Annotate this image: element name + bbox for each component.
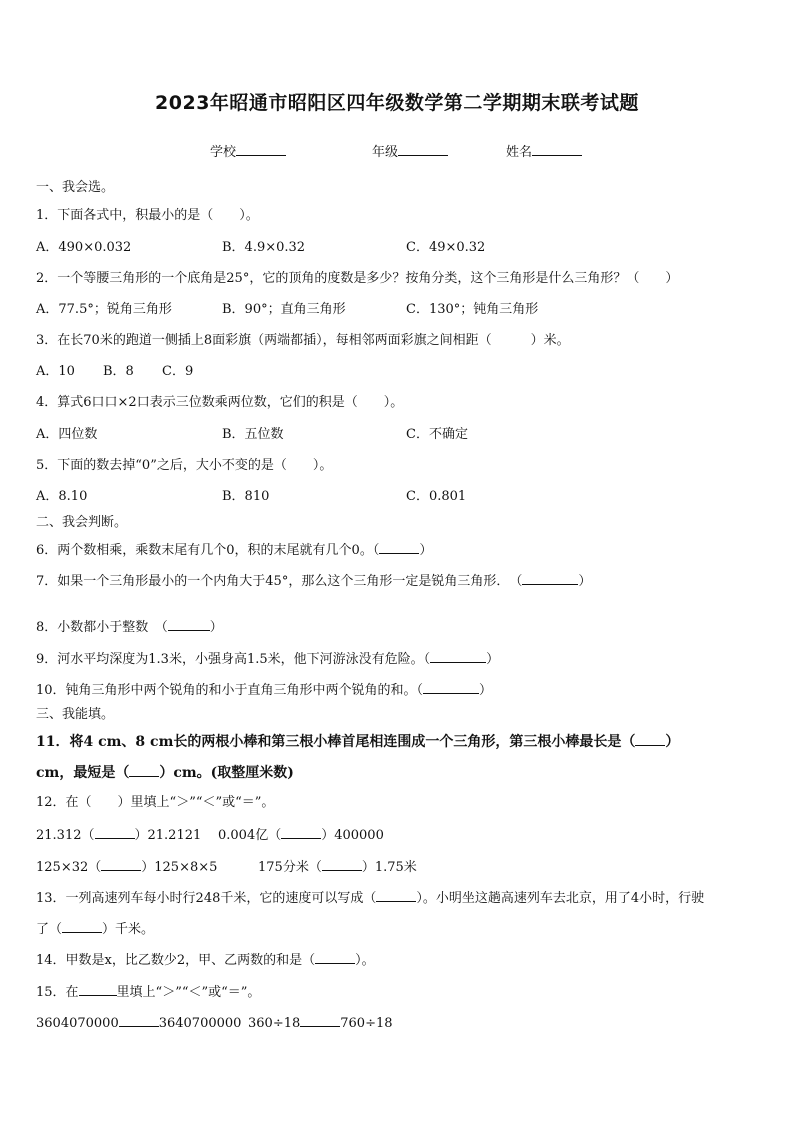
question-3-option-a[interactable]: A．10 [36, 364, 75, 379]
question-2-option-b[interactable]: B．90°；直角三角形 [222, 302, 346, 317]
question-12-item-3-right: ）125×8×5 [141, 860, 218, 875]
question-9 [36, 650, 499, 668]
question-1-option-a[interactable]: A．490×0.032 [36, 240, 132, 255]
question-11-part-3: ）cm。(取整厘米数) [159, 765, 294, 781]
question-12-answer-blank-1[interactable] [95, 826, 135, 839]
question-9-stem: 9．河水平均深度为1.3米，小强身高1.5米，他下河游泳没有危险。（ [36, 652, 431, 667]
question-15-item-1-left: 3604070000 [36, 1016, 119, 1031]
section-heading-2: 二、我会判断。 [36, 515, 128, 530]
question-13-answer-blank-2[interactable] [62, 920, 102, 933]
question-15-answer-blank-1[interactable] [119, 1014, 159, 1027]
question-12-stem: 12．在（ ）里填上“＞”“＜”或“＝”。 [36, 795, 275, 810]
question-6-answer-blank[interactable] [379, 541, 419, 554]
question-12-item-4-right: ）1.75米 [361, 860, 417, 875]
question-12-item-1-left: 21.312（ [36, 828, 95, 843]
question-11-answer-blank-2[interactable] [129, 764, 159, 777]
question-15-item-2-right: 760÷18 [340, 1016, 393, 1031]
question-1-option-b[interactable]: B．4.9×0.32 [222, 240, 306, 255]
question-11-part-2: cm，最短是（ [36, 765, 130, 781]
question-9-answer-blank[interactable] [430, 650, 486, 663]
question-14 [36, 951, 375, 969]
question-8-stem: 8．小数都小于整数 （ [36, 620, 168, 635]
question-13-part-1: 13．一列高速列车每小时行248千米，它的速度可以写成（ [36, 891, 377, 906]
question-15-item-2-left: 360÷18 [248, 1016, 301, 1031]
section-heading-1: 一、我会选。 [36, 180, 115, 195]
question-8-answer-blank[interactable] [168, 618, 210, 631]
question-1-option-c[interactable]: C．49×0.32 [406, 240, 486, 255]
question-12-item-2-right: ）400000 [321, 828, 384, 843]
school-label: 学校 [210, 145, 237, 160]
question-10-stem: 10．钝角三角形中两个锐角的和小于直角三角形中两个锐角的和。（ [36, 683, 424, 698]
question-12-item-4-left: 175分米（ [258, 860, 322, 875]
question-12-answer-blank-4[interactable] [322, 858, 362, 871]
name-field [506, 141, 582, 160]
question-15-part-2: 里填上“＞”“＜”或“＝”。 [116, 985, 261, 1000]
question-13-part-4: ）千米。 [102, 922, 155, 937]
question-3-option-b[interactable]: B．8 [103, 364, 134, 379]
question-5-option-c[interactable]: C．0.801 [406, 489, 467, 504]
name-label: 姓名 [506, 145, 533, 160]
question-8 [36, 618, 223, 636]
question-15-answer-blank-2[interactable] [300, 1014, 340, 1027]
question-12-answer-blank-2[interactable] [281, 826, 321, 839]
question-1-stem: 1．下面各式中，积最小的是（ ）。 [36, 208, 259, 223]
question-2-option-c[interactable]: C．130°；钝角三角形 [406, 302, 539, 317]
grade-field [372, 141, 448, 160]
question-14-stem: 14．甲数是x，比乙数少2，甲、乙两数的和是（ [36, 953, 316, 968]
question-11-line-2 [36, 764, 294, 781]
question-12-item-2-left: 0.004亿（ [218, 828, 282, 843]
question-9-end: ） [486, 652, 500, 667]
question-7-stem: 7．如果一个三角形最小的一个内角大于45°，那么这个三角形一定是锐角三角形． （ [36, 574, 523, 589]
question-12-item-4 [258, 858, 417, 876]
question-7 [36, 572, 591, 590]
grade-blank[interactable] [398, 142, 448, 156]
section-heading-3: 三、我能填。 [36, 707, 115, 722]
question-7-end: ） [578, 574, 592, 589]
question-12-item-2 [218, 826, 384, 844]
question-2-stem: 2．一个等腰三角形的一个底角是25°，它的顶角的度数是多少？按角分类，这个三角形是什么三角形？（ ） [36, 271, 679, 286]
question-8-end: ） [209, 620, 223, 635]
question-10-answer-blank[interactable] [423, 681, 479, 694]
question-14-end: ）。 [355, 953, 375, 968]
question-3-option-c[interactable]: C．9 [162, 364, 194, 379]
question-4-stem: 4．算式6口口×2口表示三位数乘两位数，它们的积是（ ）。 [36, 395, 404, 410]
question-10-end: ） [479, 683, 493, 698]
question-6-stem: 6．两个数相乘，乘数末尾有几个0，积的末尾就有几个0。（ [36, 543, 380, 558]
question-5-stem: 5．下面的数去掉“0”之后，大小不变的是（ ）。 [36, 458, 333, 473]
grade-label: 年级 [372, 145, 399, 160]
question-14-answer-blank[interactable] [315, 951, 355, 964]
question-4-option-c[interactable]: C．不确定 [406, 427, 468, 442]
question-15 [36, 983, 260, 1001]
question-12-answer-blank-3[interactable] [101, 858, 141, 871]
question-5-option-a[interactable]: A．8.10 [36, 489, 88, 504]
question-12-item-3-left: 125×32（ [36, 860, 102, 875]
question-7-answer-blank[interactable] [522, 572, 578, 585]
school-blank[interactable] [236, 142, 286, 156]
question-15-part-1: 15．在 [36, 985, 79, 1000]
question-15-item-2 [248, 1014, 393, 1032]
question-5-option-b[interactable]: B．810 [222, 489, 270, 504]
question-11-line-1-end: ） [665, 734, 680, 750]
question-13-part-3: 了（ [36, 922, 63, 937]
question-11-answer-blank-1[interactable] [635, 733, 665, 746]
question-13-line-1 [36, 889, 704, 907]
page-title: 2023年昭通市昭阳区四年级数学第二学期期末联考试题 [155, 92, 639, 114]
question-10 [36, 681, 492, 699]
question-12-item-1-right: ）21.2121 [134, 828, 202, 843]
question-6-end: ） [419, 543, 433, 558]
question-15-example-blank [79, 983, 117, 996]
question-11-line-1 [36, 733, 679, 750]
question-3-stem: 3．在长70米的跑道一侧插上8面彩旗（两端都插），每相邻两面彩旗之间相距（ ）米。 [36, 333, 570, 348]
question-12-item-3 [36, 858, 217, 876]
question-15-item-1-right: 3640700000 [158, 1016, 242, 1031]
question-12-item-1 [36, 826, 201, 844]
question-6 [36, 541, 432, 559]
name-blank[interactable] [532, 142, 582, 156]
school-field [210, 141, 286, 160]
question-11-stem: 11．将4 cm、8 cm长的两根小棒和第三根小棒首尾相连围成一个三角形，第三根小棒最长是（ [36, 734, 636, 750]
question-13-part-2: ）。小明坐这趟高速列车去北京，用了4小时，行驶 [416, 891, 705, 906]
question-13-answer-blank-1[interactable] [376, 889, 416, 902]
question-15-item-1 [36, 1014, 241, 1032]
question-2-option-a[interactable]: A．77.5°；锐角三角形 [36, 302, 172, 317]
question-13-line-2 [36, 920, 154, 938]
question-4-option-b[interactable]: B．五位数 [222, 427, 284, 442]
question-4-option-a[interactable]: A．四位数 [36, 427, 98, 442]
